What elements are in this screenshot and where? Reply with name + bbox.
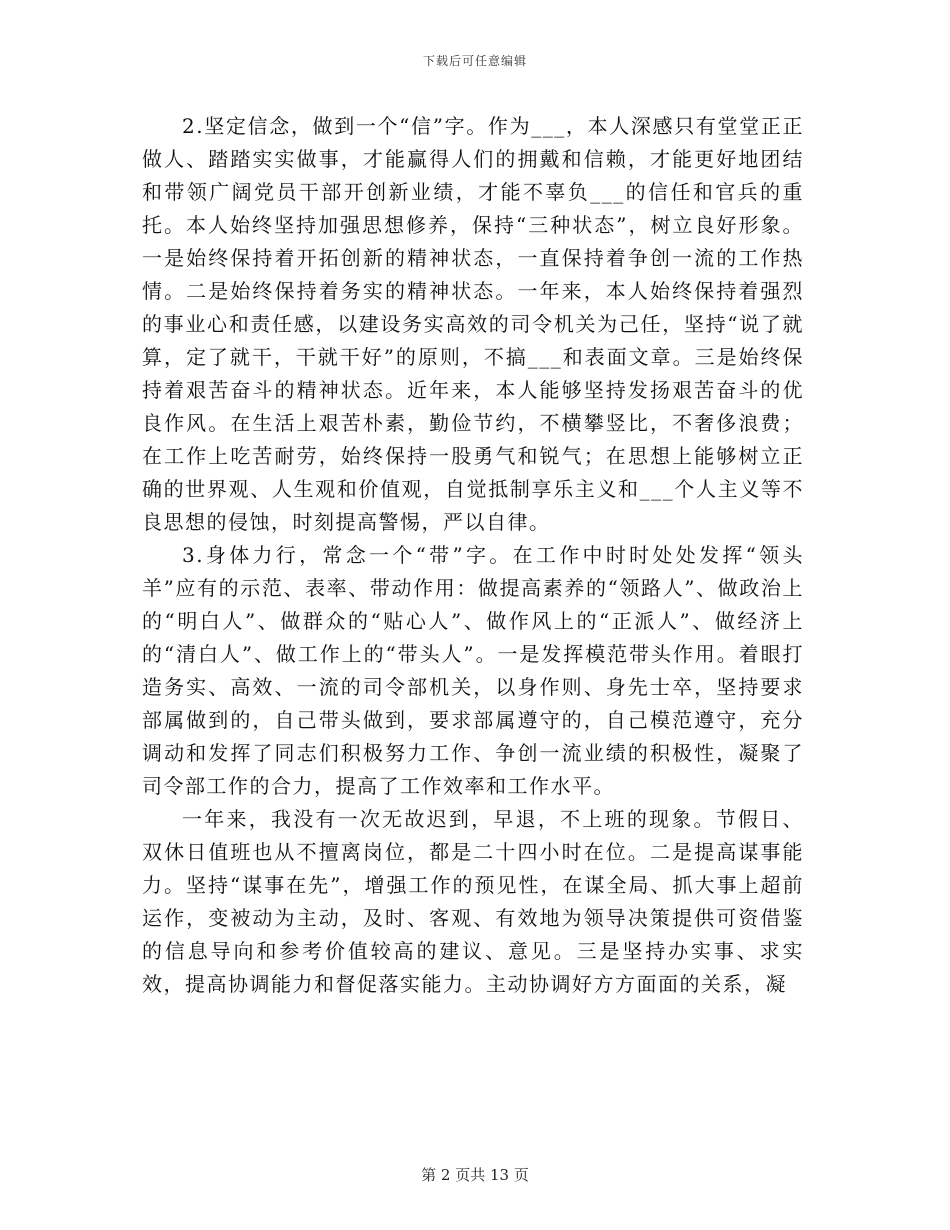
document-body [142,110,804,1001]
paragraph-3: 一年来，我没有一次无故迟到，早退，不上班的现象。节假日、双休日值班也从不擅离岗位，都是二十四小时在位。二是提高谋事能力。坚持“谋事在先”，增强工作的预见性，在谋全局、抓大事上超前运作，变被动为主动，及时、客观、有效地为领导决策提供可资借鉴的信息导向和参考价值较高的建议、意见。三是坚持办实事、求实效，提高协调能力和督促落实能力。主动协调好方方面面的关系，凝 [142,807,804,996]
paragraph-1: 2.坚定信念，做到一个“信”字。作为___，本人深感只有堂堂正正做人、踏踏实实做事，才能赢得人们的拥戴和信赖，才能更好地团结和带领广阔党员干部开创新业绩，才能不辜负___的信任和官兵的重托。本人始终坚持加强思想修养，保持“三种状态”，树立良好形象。一是始终保持着开拓创新的精神状态，一直保持着争创一流的工作热情。二是始终保持着务实的精神状态。一年来，本人始终保持着强烈的事业心和责任感，以建设务实高效的司令机关为己任，坚持“说了就算，定了就干，干就干好”的原则，不搞___和表面文章。三是始终保持着艰苦奋斗的精神状态。近年来，本人能够坚持发扬艰苦奋斗的优良作风。在生活上艰苦朴素，勤俭节约，不横攀竖比，不奢侈浪费；在工作上吃苦耐劳，始终保持一股勇气和锐气；在思想上能够树立正确的世界观、人生观和价值观，自觉抵制享乐主义和___个人主义等不良思想的侵蚀，时刻提高警惕，严以自律。 [142,114,804,534]
page-header: 下载后可任意编辑 [422,54,527,68]
paragraph-2: 3.身体力行，常念一个“带”字。在工作中时时处处发挥“领头羊”应有的示范、表率、带动作用：做提高素养的“领路人”、做政治上的“明白人”、做群众的“贴心人”、做作风上的“正派人”、做经济上的“清白人”、做工作上的“带头人”。一是发挥模范带头作用。着眼打造务实、高效、一流的司令部机关，以身作则、身先士卒，坚持要求部属做到的，自己带头做到，要求部属遵守的，自己模范遵守，充分调动和发挥了同志们积极努力工作、争创一流业绩的积极性，凝聚了司令部工作的合力，提高了工作效率和工作水平。 [142,543,804,798]
page-number: 第 2 页共 13 页 [421,1166,529,1184]
